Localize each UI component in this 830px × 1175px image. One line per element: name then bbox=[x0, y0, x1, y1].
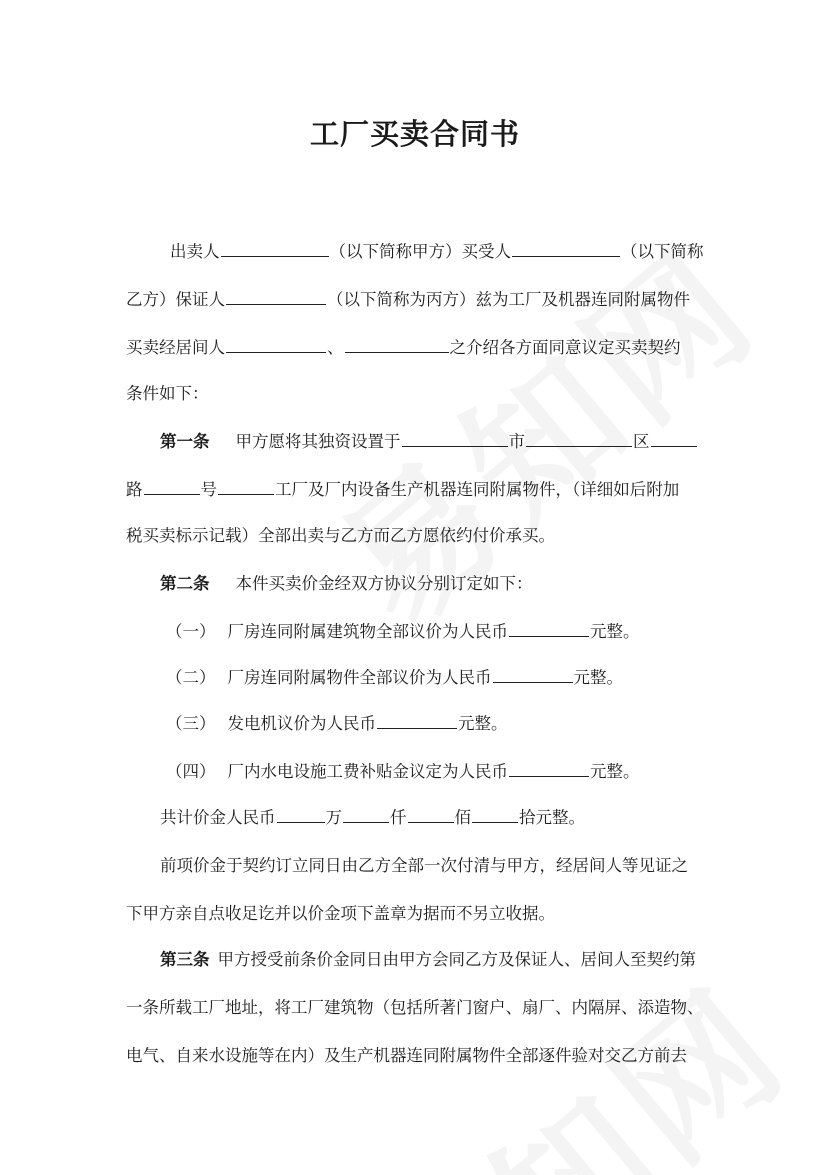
payment-line-2: 下甲方亲自点收足讫并以价金项下盖章为据而不另立收据。 bbox=[126, 904, 555, 923]
total-line: 共计价金人民币 万 仟 佰 拾元整。 bbox=[160, 808, 585, 827]
broker-blank-2 bbox=[345, 336, 449, 353]
seller-blank bbox=[221, 240, 329, 257]
amount-blank bbox=[493, 666, 573, 683]
intro-line-3: 买卖经居间人 、 之介绍各方面同意议定买卖契约 bbox=[126, 338, 681, 357]
price-item: （四） 厂内水电设施工费补贴金议定为人民币 元整。 bbox=[166, 762, 640, 781]
article1-line-1: 第一条 甲方愿将其独资设置于 市 区 bbox=[160, 430, 698, 454]
article3-line-1: 第三条 甲方授受前条价金同日由甲方会同乙方及保证人、居间人至契约第 bbox=[160, 950, 696, 969]
road-name-blank bbox=[651, 430, 697, 447]
article1-line-3: 税买卖标示记载）全部出卖与乙方而乙方愿依约付价承买。 bbox=[126, 526, 555, 545]
city-blank bbox=[402, 430, 508, 447]
qian-blank bbox=[343, 806, 389, 823]
article3-heading: 第三条 bbox=[160, 950, 210, 969]
road-blank bbox=[144, 478, 200, 495]
intro-line-2: 乙方）保证人 （以下简称为丙方）兹为工厂及机器连同附属物件 bbox=[126, 290, 690, 309]
intro-line-4: 条件如下： bbox=[126, 384, 209, 403]
guarantor-blank bbox=[226, 288, 326, 305]
payment-line-1: 前项价金于契约订立同日由乙方全部一次付清与甲方，经居间人等见证之 bbox=[160, 856, 688, 875]
document-title: 工厂买卖合同书 bbox=[309, 117, 520, 151]
buyer-blank bbox=[512, 240, 620, 257]
bai-blank bbox=[408, 806, 454, 823]
amount-blank bbox=[377, 712, 457, 729]
article3-line-3: 电气、自来水设施等在内）及生产机器连同附属物件全部逐件验对交乙方前去 bbox=[126, 1046, 687, 1065]
price-item: （一） 厂房连同附属建筑物全部议价为人民币 元整。 bbox=[166, 622, 640, 641]
price-item: （二） 厂房连同附属物件全部议价为人民币 元整。 bbox=[166, 668, 623, 687]
broker-blank-1 bbox=[226, 336, 326, 353]
article1-heading: 第一条 bbox=[160, 432, 210, 451]
article1-line-2: 路 号 工厂及厂内设备生产机器连同附属物件，（详细如后附加 bbox=[126, 480, 680, 499]
article2-line-1: 第二条 本件买卖价金经双方协议分别订定如下： bbox=[160, 574, 533, 593]
district-blank bbox=[526, 430, 632, 447]
amount-blank bbox=[509, 620, 589, 637]
wan-blank bbox=[277, 806, 325, 823]
amount-blank bbox=[509, 760, 589, 777]
intro-line-1: 出卖人 （以下简称甲方）买受人 （以下简称 bbox=[170, 242, 704, 261]
number-blank bbox=[218, 478, 274, 495]
article3-line-2: 一条所载工厂地址，将工厂建筑物（包括所著门窗户、扇厂、内隔屏、添造物、 bbox=[126, 998, 704, 1017]
article2-heading: 第二条 bbox=[160, 574, 210, 593]
price-item: （三） 发电机议价为人民币 元整。 bbox=[166, 714, 508, 733]
shi-blank bbox=[472, 806, 518, 823]
